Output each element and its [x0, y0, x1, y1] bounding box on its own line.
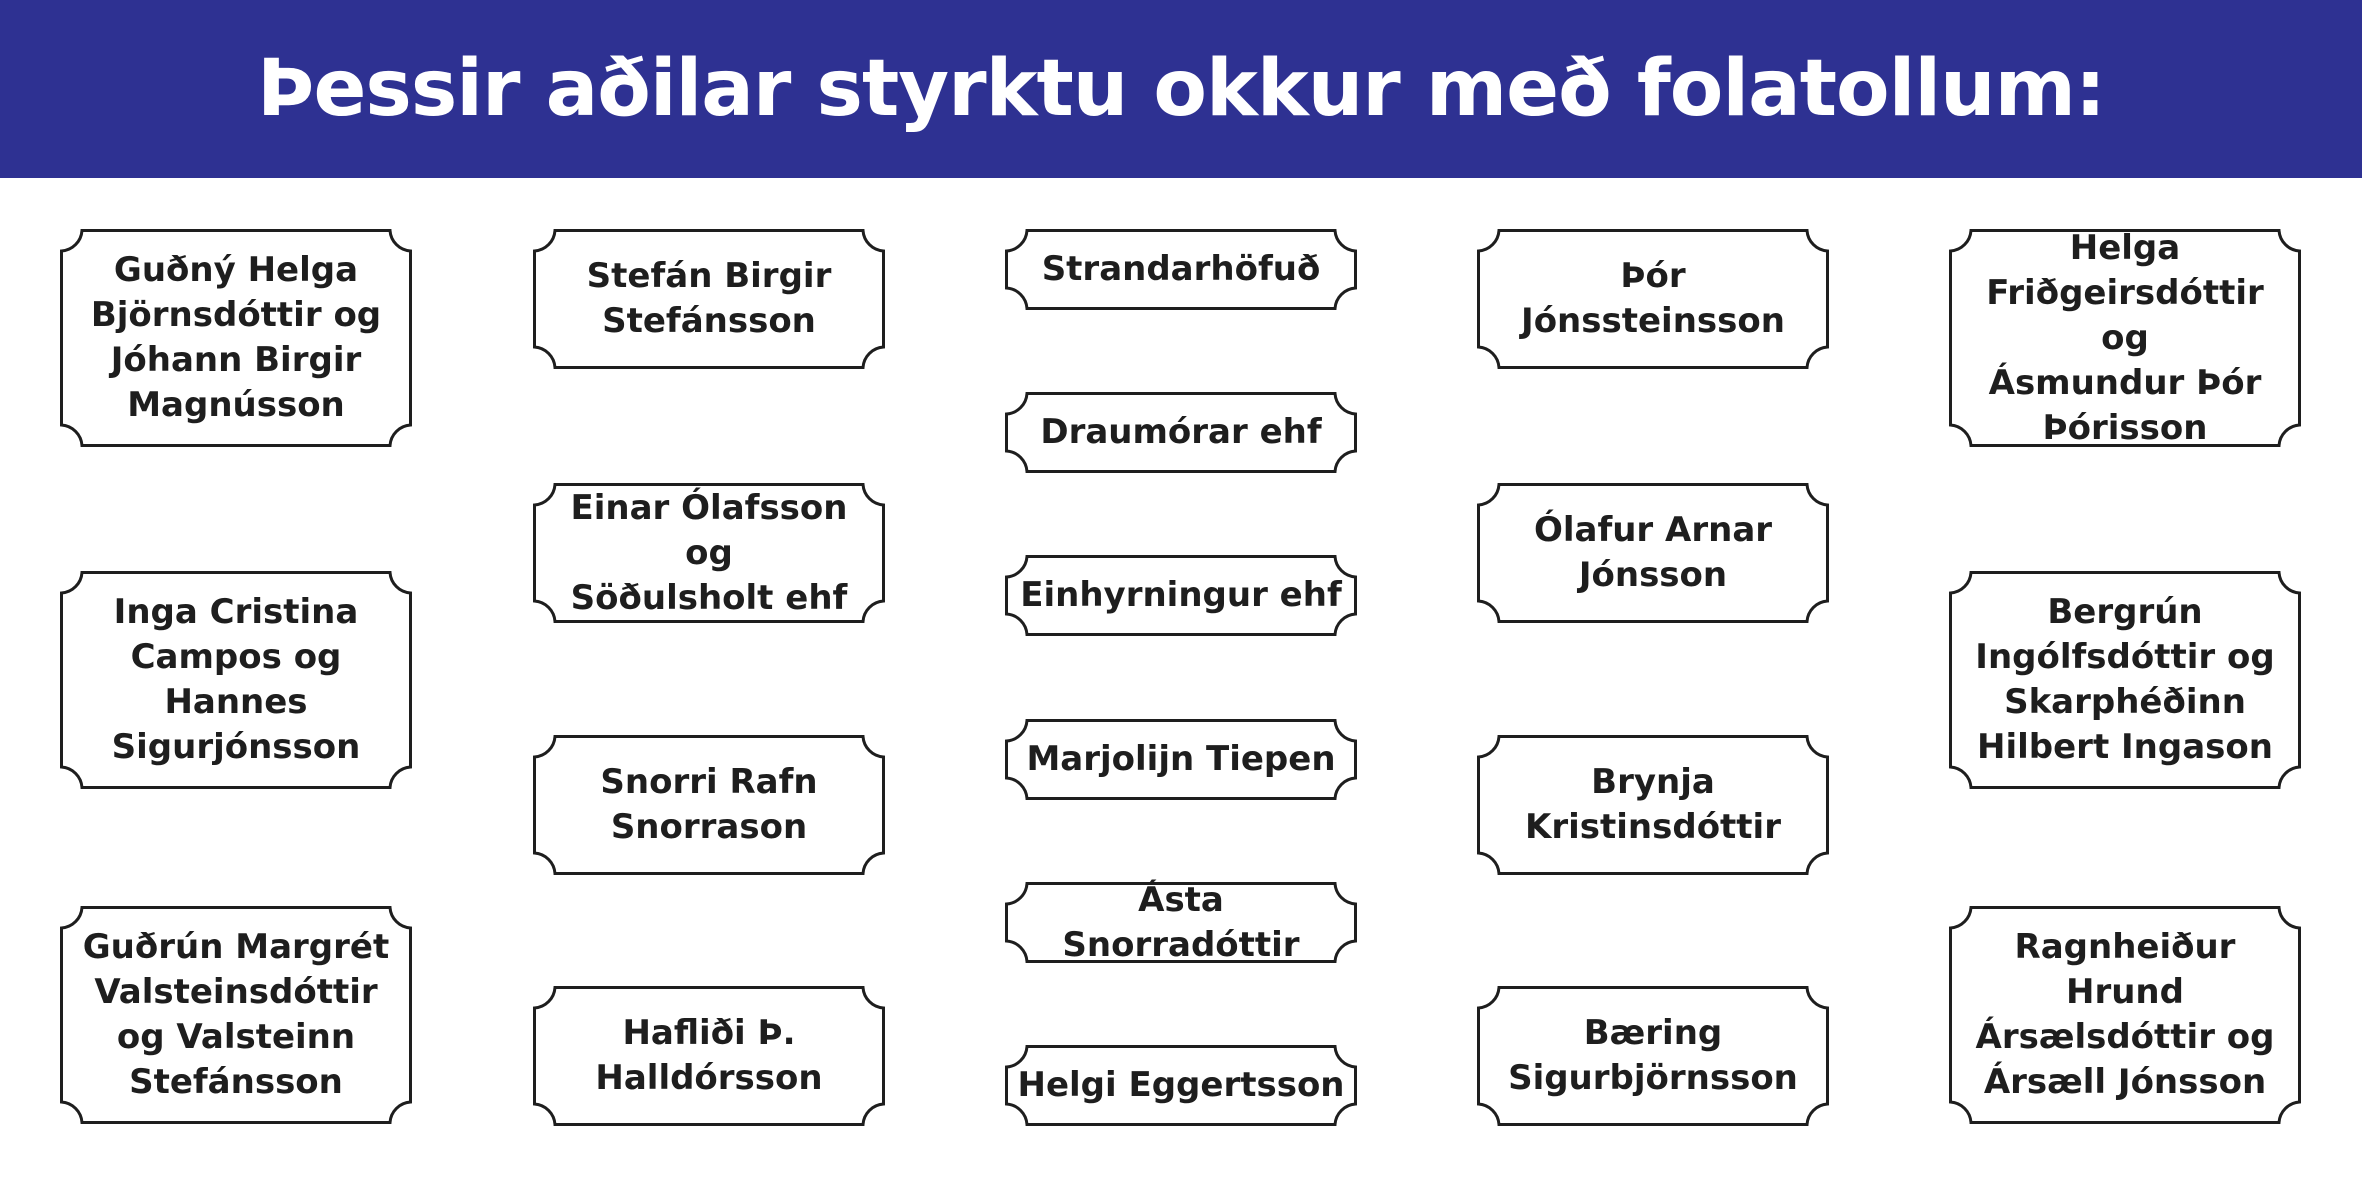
- sponsor-plaque: [1477, 986, 1829, 1126]
- sponsor-plaque: [533, 735, 885, 875]
- sponsor-plaque: [1949, 906, 2301, 1124]
- sponsor-name: Hafliði Þ. Halldórsson: [595, 1013, 823, 1098]
- sponsor-name: Helga Friðgeirsdóttir og Ásmundur Þór Þórisson: [1986, 227, 2264, 448]
- sponsor-plaque: [1949, 571, 2301, 789]
- sponsor-plaque: [533, 986, 885, 1126]
- sponsor-plaque: [1949, 229, 2301, 447]
- sponsor-plaque: [60, 229, 412, 447]
- sponsor-plaque: [1005, 879, 1357, 965]
- sponsor-name: Brynja Kristinsdóttir: [1525, 762, 1781, 847]
- sponsor-name: Helgi Eggertsson: [1017, 1065, 1345, 1105]
- sponsor-name: Strandarhöfuð: [1041, 249, 1321, 289]
- sponsor-name: Stefán Birgir Stefánsson: [586, 256, 832, 341]
- sponsor-plaque: [533, 483, 885, 623]
- sponsor-name: Ásta Snorradóttir: [1062, 879, 1300, 965]
- sponsor-plaque: [60, 571, 412, 789]
- sponsor-name: Þór Jónssteinsson: [1521, 256, 1785, 341]
- sponsor-plaque: [60, 906, 412, 1124]
- sponsor-plaque: [1005, 719, 1357, 800]
- sponsor-name: Inga Cristina Campos og Hannes Sigurjónsson: [111, 592, 361, 767]
- sponsor-name: Guðrún Margrét Valsteinsdóttir og Valsteinn Stefánsson: [82, 927, 390, 1102]
- sponsor-plaque: [1005, 392, 1357, 473]
- sponsor-plaque: [1477, 735, 1829, 875]
- sponsor-name: Einar Ólafsson og Söðulsholt ehf: [570, 487, 848, 618]
- sponsor-name: Snorri Rafn Snorrason: [600, 762, 818, 847]
- sponsor-name: Bergrún Ingólfsdóttir og Skarphéðinn Hilbert Ingason: [1975, 592, 2275, 767]
- sponsor-plaque: [533, 229, 885, 369]
- page-title: Þessir aðilar styrktu okkur með folatollum:: [256, 44, 2106, 134]
- sponsor-plaque: [1005, 229, 1357, 310]
- header-banner: [0, 0, 2362, 178]
- sponsor-plaque: [1005, 555, 1357, 636]
- sponsor-name: Draumórar ehf: [1040, 412, 1322, 452]
- sponsor-plaque: [1005, 1045, 1357, 1126]
- sponsor-name: Guðný Helga Björnsdóttir og Jóhann Birgir Magnússon: [90, 250, 382, 425]
- sponsor-name: Ragnheiður Hrund Ársælsdóttir og Ársæll Jónsson: [1975, 927, 2275, 1102]
- sponsor-plaque: [1477, 229, 1829, 369]
- sponsor-name: Einhyrningur ehf: [1020, 575, 1342, 615]
- sponsor-name: Marjolijn Tiepen: [1026, 739, 1336, 779]
- sponsor-plaque: [1477, 483, 1829, 623]
- sponsor-name: Bæring Sigurbjörnsson: [1508, 1013, 1798, 1098]
- sponsor-name: Ólafur Arnar Jónsson: [1533, 510, 1773, 595]
